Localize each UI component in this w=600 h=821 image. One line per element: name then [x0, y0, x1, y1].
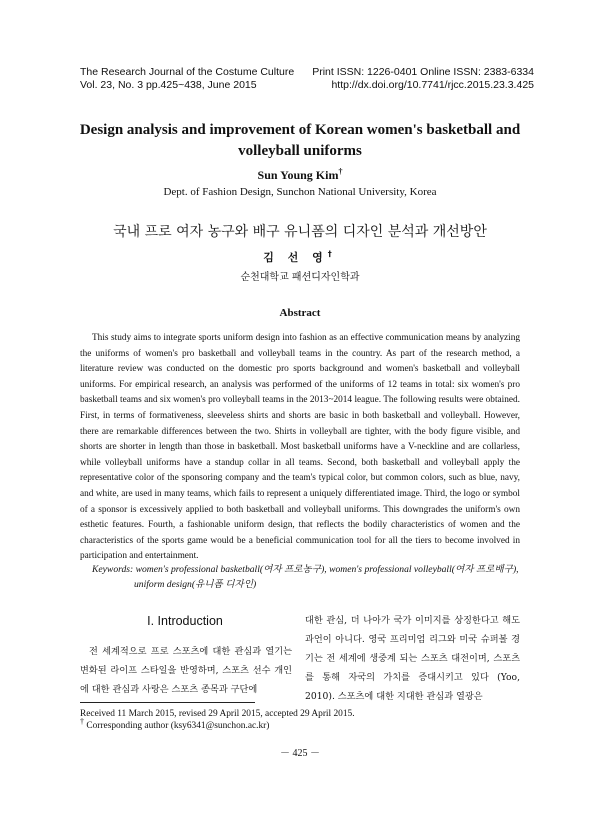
- keywords-line-1: Keywords: women's professional basketball(여자 프로농구), women's professional volleyball(여자 프로배구),: [92, 564, 519, 575]
- author-name: [0, 168, 600, 183]
- doi-link[interactable]: http://dx.doi.org/10.7741/rjcc.2015.23.3.425: [331, 79, 534, 91]
- korean-author: [0, 249, 600, 265]
- keywords-line-2: uniform design(유니폼 디자인): [134, 579, 257, 590]
- affiliation: Dept. of Fashion Design, Sunchon National University, Korea: [163, 186, 437, 198]
- corresponding-mark: †: [80, 716, 84, 726]
- running-header-right: [312, 66, 534, 92]
- abstract-heading: Abstract: [279, 307, 321, 319]
- paper-title: Design analysis and improvement of Korean women's basketball and volleyball uniforms: [79, 122, 521, 159]
- intro-left-column: 전 세계적으로 프로 스포츠에 대한 관심과 열기는 변화된 라이프 스타일을 반영하며, 스포츠 선수 개인에 대한 관심과 사랑은 스포츠 종목과 구단에: [80, 646, 292, 695]
- section-heading: I. Introduction: [147, 614, 223, 628]
- author-mark: †: [338, 167, 343, 176]
- abstract-text: This study aims to integrate sports uniform design into fashion as an effective communication means by analyzing the uniforms of women's pro basketball and volleyball teams in the country. As part of the research method, a literature review was conducted on the domestic pro sports background and women's basketball and volleyball uniforms. For empirical research, an analysis was performed of the uniforms of 12 teams in total: six women's pro basketball teams and six women's pro volleyball teams in the 2013~2014 league. The following results were obtained. First, in terms of formativeness, sleeveless shirts and shorts are basic in both basketball and volleyball. However, there are remarkable differences between the two. Shirts in volleyball are tighter, with the body figure visible, and shorts are shorter in length than those in basketball. Most basketball uniforms have a V-neckline and are collarless, while volleyball uniforms have a standup collar in all teams. Second, both basketball and volleyball apply the representative color of the sponsoring company and the team's typical color, but common colors, such as blue, navy, and white, are used in many teams, which fails to represent a uniquely differentiated image. Third, the logo or symbol of a sponsor is excessively applied to both basketball and volleyball uniforms. This downgrades the uniform's own esthetic features. Fourth, a fashionable uniform design, that reflects the bodily characteristics of women and the characteristics of the sports game would be a beneficial communication tool for all the tiers to become involved in participation and entertainment.: [80, 333, 520, 562]
- corresponding-author: [80, 716, 355, 732]
- korean-author-mark: †: [327, 249, 337, 259]
- intro-right-column: 대한 관심, 더 나아가 국가 이미지를 상징한다고 해도 과언이 아니다. 영국 프리미엄 리그와 미국 슈퍼볼 경기는 전 세계에 생중계 되는 스포츠 대전이며, 스포츠를 통해 자국의 가치를 증대시키고 있다 (Yoo, 2010). 스포츠에 대한 지대한 관심과 열광은: [305, 615, 520, 702]
- author-name-text: Sun Young Kim: [257, 168, 339, 182]
- footnote-divider: [80, 702, 255, 703]
- korean-title: 국내 프로 여자 농구와 배구 유니폼의 디자인 분석과 개선방안: [113, 224, 487, 240]
- corresponding-author-text: Corresponding author (ksy6341@sunchon.ac.kr): [86, 721, 270, 731]
- footnotes: [80, 708, 355, 732]
- received-dates: Received 11 March 2015, revised 29 April 2015, accepted 29 April 2015.: [80, 709, 355, 719]
- running-header-left: [80, 66, 294, 92]
- volume-info: Vol. 23, No. 3 pp.425~438, June 2015: [80, 79, 257, 91]
- keywords: [92, 562, 532, 592]
- issn: Print ISSN: 1226-0401 Online ISSN: 2383-6334: [312, 66, 534, 78]
- journal-name: The Research Journal of the Costume Culture: [80, 66, 295, 78]
- korean-author-text: 김 선 영: [263, 251, 328, 264]
- page-number: － 425 －: [280, 748, 320, 759]
- korean-affiliation: 순천대학교 패션디자인학과: [240, 272, 360, 283]
